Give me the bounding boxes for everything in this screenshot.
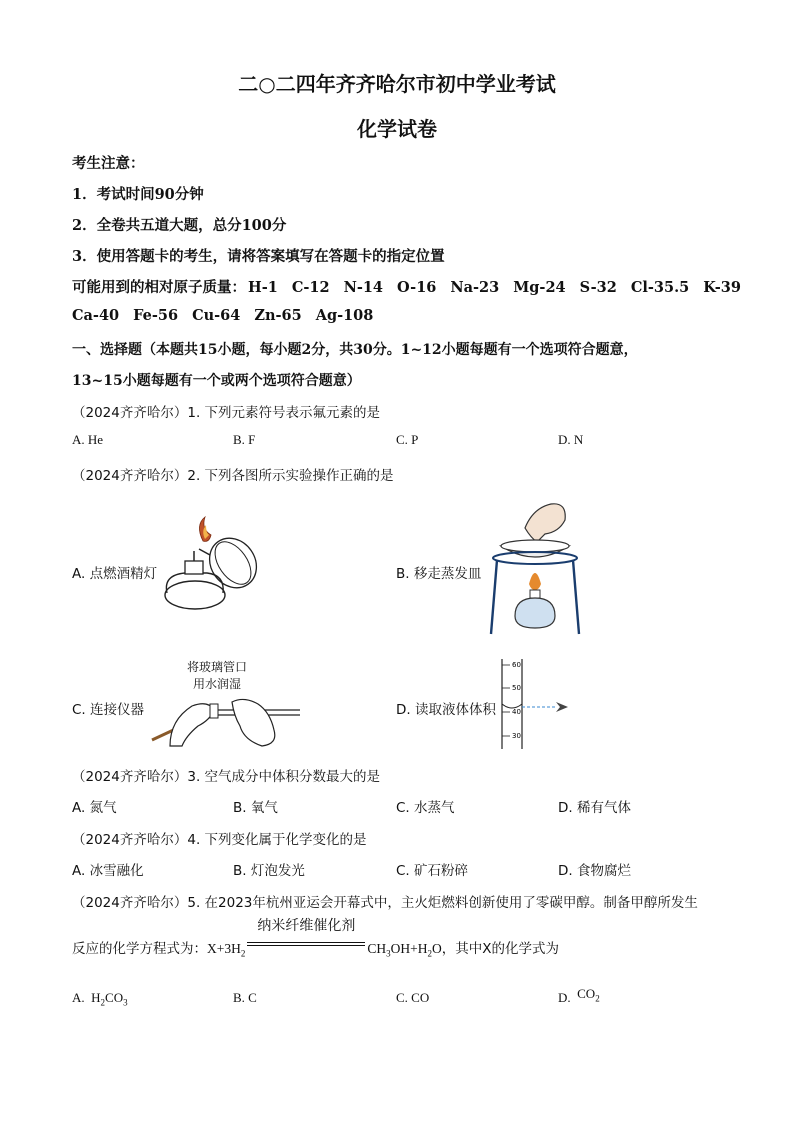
atomic-mass: Ca-40: [72, 307, 120, 324]
question-5-equation: [72, 918, 560, 959]
exam-subtitle: 化学试卷: [357, 117, 437, 141]
cylinder-tick-label: 30: [512, 732, 521, 740]
atomic-mass: Zn-65: [254, 307, 302, 324]
q2-option-c[interactable]: C. 连接仪器: [72, 702, 145, 718]
atomic-mass: O-16: [397, 279, 437, 296]
equation-condition: 纳米纤维催化剂: [257, 918, 356, 934]
notes-heading: 考生注意：: [72, 155, 145, 172]
q3-option-d[interactable]: D. 稀有气体: [558, 800, 631, 816]
atomic-mass: Na-23: [450, 279, 500, 296]
q3-option-a[interactable]: A. 氮气: [72, 800, 117, 816]
graduated-cylinder-figure: [500, 655, 572, 753]
q2-option-b[interactable]: B. 移走蒸发皿: [396, 566, 482, 582]
q1-option-b[interactable]: B. F: [233, 432, 256, 447]
cylinder-tick-label: 50: [512, 684, 521, 692]
figure-c-caption-line2: 用水润湿: [193, 677, 242, 691]
q5-option-a[interactable]: A. $H_2CO_3$: [72, 990, 128, 1008]
q3-option-b[interactable]: B. 氧气: [233, 800, 278, 816]
question-4-stem: （2024齐齐哈尔）4. 下列变化属于化学变化的是: [72, 832, 367, 848]
q4-option-b[interactable]: B. 灯泡发光: [233, 863, 305, 879]
section1-heading: 一、选择题（本题共15小题，每小题2分，共30分。1~12小题每题有一个选项符合题意，: [72, 342, 638, 358]
section1-heading-cont: 13~15小题每题有一个或两个选项符合题意）: [72, 373, 361, 389]
atomic-mass: N-14: [343, 279, 384, 296]
equation-reactants: $X+3H_2$: [207, 941, 246, 959]
atomic-mass: Cu-64: [192, 307, 241, 324]
q2-option-d[interactable]: D. 读取液体体积: [396, 702, 496, 718]
q1-option-a[interactable]: A. He: [72, 432, 104, 447]
note-item: 1．考试时间90分钟: [72, 186, 204, 203]
evaporating-dish-figure: [485, 498, 585, 638]
atomic-mass: K-39: [703, 279, 741, 296]
atomic-mass: Fe-56: [133, 307, 179, 324]
q4-option-d[interactable]: D. 食物腐烂: [558, 863, 631, 879]
atomic-mass: H-1: [248, 279, 278, 296]
question-1-stem: （2024齐齐哈尔）1. 下列元素符号表示氟元素的是: [72, 405, 381, 421]
note-item: 3．使用答题卡的考生，请将答案填写在答题卡的指定位置: [72, 248, 445, 265]
q5-option-d[interactable]: D. $CO_2$: [558, 986, 600, 1005]
q5-option-d-letter: D.: [558, 990, 571, 1005]
exam-title: 二○二四年齐齐哈尔市初中学业考试: [238, 72, 556, 96]
cylinder-tick-label: 40: [512, 708, 521, 716]
q4-option-c[interactable]: C. 矿石粉碎: [396, 863, 469, 879]
question-2-stem: （2024齐齐哈尔）2. 下列各图所示实验操作正确的是: [72, 468, 394, 484]
atomic-mass: Ag-108: [315, 307, 374, 324]
q1-option-c[interactable]: C. P: [396, 432, 419, 447]
alcohol-lamp-lighting-figure: [155, 515, 265, 620]
atomic-mass: C-12: [291, 279, 330, 296]
q4-option-a[interactable]: A. 冰雪融化: [72, 863, 144, 879]
equation-suffix: ，其中X的化学式为: [441, 941, 560, 957]
q5-option-c[interactable]: C. CO: [396, 990, 430, 1005]
atomic-masses-line2: [72, 307, 373, 324]
connecting-apparatus-figure: [148, 690, 306, 748]
atomic-masses-line1: [72, 276, 741, 297]
note-item: 2．全卷共五道大题，总分100分: [72, 217, 287, 234]
atomic-mass: S-32: [579, 279, 617, 296]
q2-option-a[interactable]: A. 点燃酒精灯: [72, 566, 158, 582]
q5-option-a-letter: A.: [72, 990, 85, 1005]
equation-arrow: [247, 918, 365, 953]
equation-prefix: 反应的化学方程式为：: [72, 941, 207, 957]
figure-c-caption-line1: 将玻璃管口: [187, 660, 248, 674]
atomic-mass: Mg-24: [513, 279, 566, 296]
atomic-masses-label: 可能用到的相对原子质量：: [72, 279, 246, 296]
cylinder-tick-label: 60: [512, 661, 521, 669]
atomic-mass: Cl-35.5: [630, 279, 690, 296]
question-5-stem: （2024齐齐哈尔）5. 在2023年杭州亚运会开幕式中，主火炬燃料创新使用了零碳甲醇。制备甲醇所发生: [72, 895, 698, 911]
q5-option-b[interactable]: B. C: [233, 990, 257, 1005]
q3-option-c[interactable]: C. 水蒸气: [396, 800, 455, 816]
question-3-stem: （2024齐齐哈尔）3. 空气成分中体积分数最大的是: [72, 769, 381, 785]
q1-option-d[interactable]: D. N: [558, 432, 584, 447]
equation-products: $CH_3OH+H_2O$: [367, 941, 442, 959]
